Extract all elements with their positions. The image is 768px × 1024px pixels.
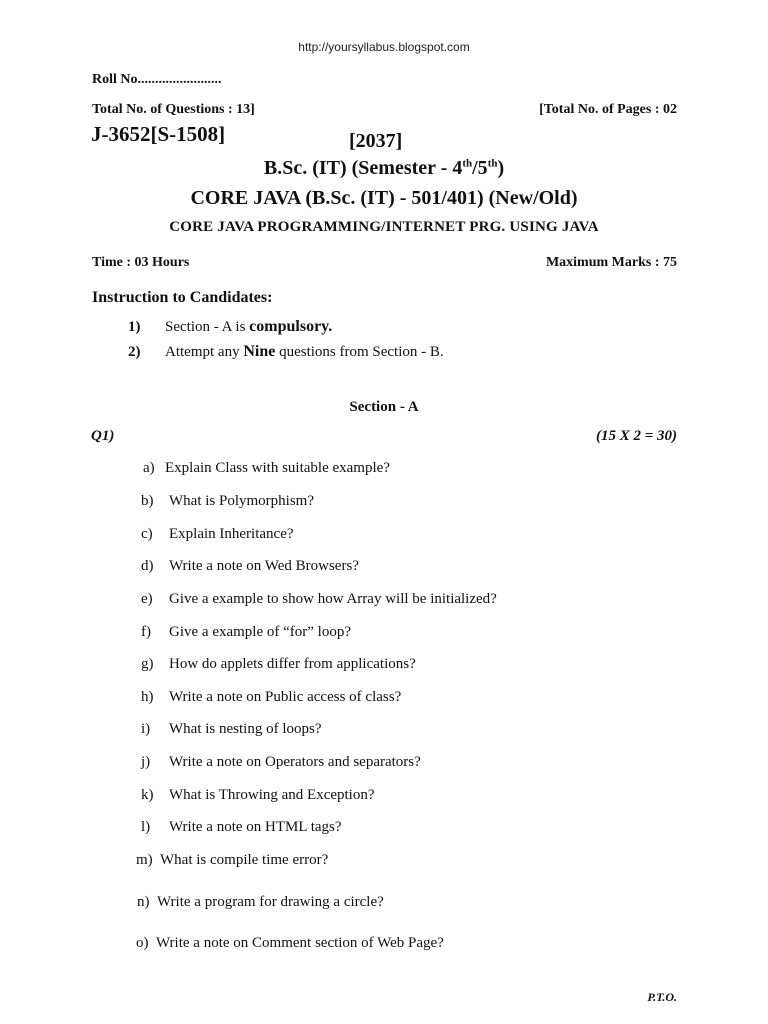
item-label: j)	[141, 754, 151, 770]
item-label: f)	[141, 624, 151, 640]
item-text: Give a example to show how Array will be initialized?	[169, 591, 497, 607]
item-label: g)	[141, 656, 154, 672]
item-label: a)	[143, 460, 155, 476]
question-item	[141, 754, 421, 771]
max-marks: Maximum Marks : 75	[545, 255, 677, 270]
question-item	[141, 656, 416, 673]
item-label: n)	[137, 894, 150, 910]
item-label: d)	[141, 558, 154, 574]
paper-code-secondary: [2037]	[349, 130, 403, 152]
item-label: h)	[141, 689, 154, 705]
question-item	[136, 852, 328, 869]
question-item	[143, 460, 390, 477]
instruction-text-end: questions from Section - B.	[275, 344, 444, 360]
course-sup-1: th	[462, 157, 473, 170]
roll-number-field: Roll No........................	[92, 72, 222, 87]
item-text: Write a note on Wed Browsers?	[169, 558, 359, 574]
instruction-text: Section - A is	[165, 319, 250, 335]
item-label: i)	[141, 721, 151, 737]
total-pages: [Total No. of Pages : 02	[539, 102, 677, 117]
question-item	[141, 591, 497, 608]
instruction-emphasis: compulsory.	[249, 318, 333, 335]
question-item	[141, 558, 359, 575]
paper-code: J-3652[S-1508]	[91, 122, 226, 146]
course-suffix: )	[497, 157, 505, 179]
question-item	[141, 819, 342, 836]
item-text: Give a example of “for” loop?	[169, 624, 351, 640]
item-label: c)	[141, 526, 153, 542]
item-text: What is compile time error?	[160, 852, 329, 868]
item-label: k)	[141, 787, 154, 803]
source-url: http://yoursyllabus.blogspot.com	[298, 40, 470, 54]
item-label: b)	[141, 493, 154, 509]
instructions-title: Instruction to Candidates:	[92, 289, 273, 306]
instruction-item	[128, 318, 332, 336]
question-item	[141, 526, 294, 543]
item-text: Write a note on Public access of class?	[169, 689, 402, 705]
instruction-text: Attempt any	[165, 344, 244, 360]
item-text: What is Throwing and Exception?	[169, 787, 375, 803]
question-item	[141, 624, 351, 641]
question-item	[137, 894, 384, 911]
item-label: l)	[141, 819, 151, 835]
course-sup-2: th	[487, 157, 498, 170]
exam-time: Time : 03 Hours	[92, 255, 190, 270]
question-item	[141, 787, 375, 804]
item-label: o)	[136, 935, 149, 951]
section-title: Section - A	[349, 399, 419, 415]
item-text: Write a note on Comment section of Web Page?	[156, 935, 444, 951]
item-text: Write a program for drawing a circle?	[157, 894, 384, 910]
item-text: What is nesting of loops?	[169, 721, 322, 737]
course-title	[0, 157, 768, 180]
instruction-emphasis: Nine	[243, 343, 276, 360]
please-turn-over: P.T.O.	[647, 990, 677, 1004]
question-item	[141, 689, 401, 706]
item-text: How do applets differ from applications?	[169, 656, 416, 672]
question-item	[141, 493, 314, 510]
course-mid: /5	[472, 157, 488, 179]
instruction-number: 1)	[128, 319, 141, 335]
item-text: Explain Inheritance?	[169, 526, 294, 542]
item-label: e)	[141, 591, 153, 607]
course-prefix: B.Sc. (IT) (Semester - 4	[263, 157, 463, 179]
question-marks: (15 X 2 = 30)	[595, 428, 677, 444]
instruction-number: 2)	[128, 344, 141, 360]
question-item	[136, 935, 444, 952]
instruction-item	[128, 343, 444, 361]
item-text: Write a note on Operators and separators?	[169, 754, 421, 770]
question-item	[141, 721, 321, 738]
subject-subtitle: CORE JAVA PROGRAMMING/INTERNET PRG. USING JAVA	[169, 219, 599, 235]
item-text: Explain Class with suitable example?	[165, 460, 390, 476]
item-text: What is Polymorphism?	[169, 493, 314, 509]
subject-title: CORE JAVA (B.Sc. (IT) - 501/401) (New/Old)	[190, 187, 578, 209]
item-text: Write a note on HTML tags?	[169, 819, 342, 835]
question-number: Q1)	[91, 428, 115, 444]
item-label: m)	[136, 852, 153, 868]
total-questions: Total No. of Questions : 13]	[92, 102, 255, 117]
